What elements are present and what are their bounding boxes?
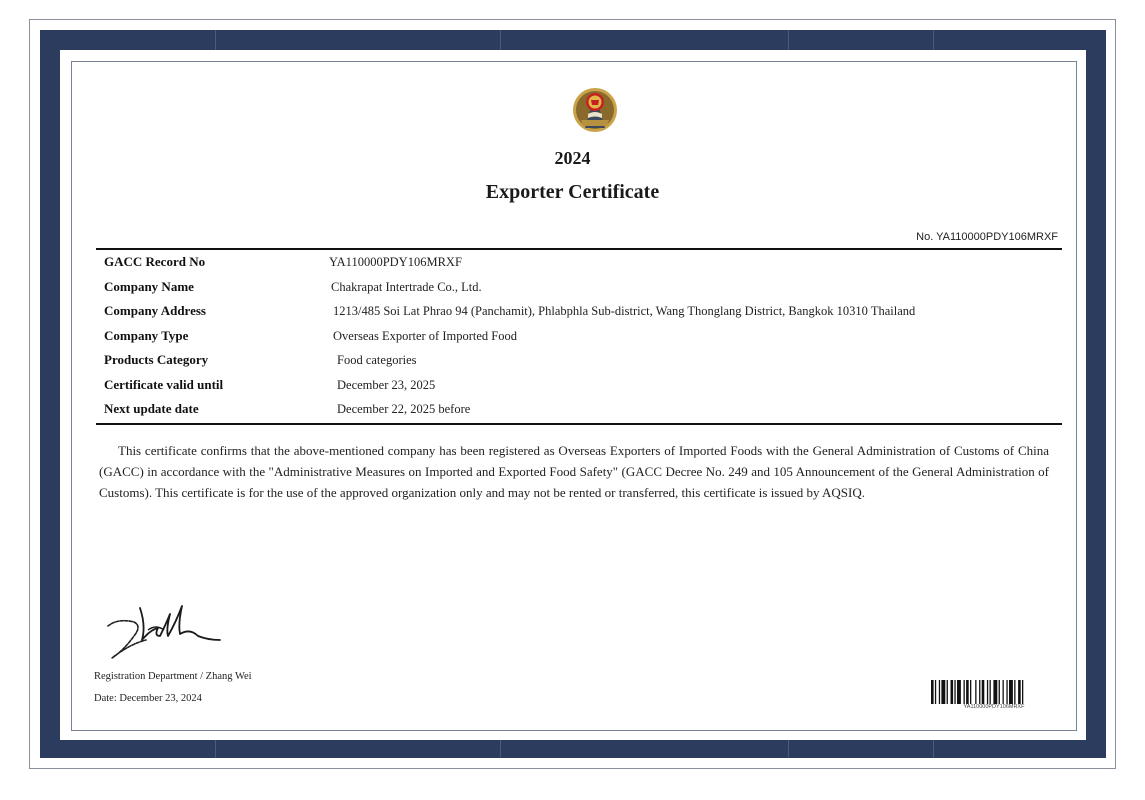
certificate-title: Exporter Certificate xyxy=(485,181,660,203)
field-value-company-name: Chakrapat Intertrade Co., Ltd. xyxy=(331,280,482,294)
field-label-company-name: Company Name xyxy=(104,279,194,294)
field-value-gacc-record-no: YA110000PDY106MRXF xyxy=(329,255,462,269)
certificate-statement: This certificate confirms that the above-mentioned company has been registered as Overseas Exporters of Imported Foods with the General Administration of Customs of China (GACC) in accordance with the "Administrative Measures on Imported and Exported Food Safety" (GACC Decree No. 249 and 105 Announcement of the General Administration of Customs). This certificate is for the use of the approved organization only and may not be rented or transferred, this certificate is issued by AQSIQ. xyxy=(99,443,1049,500)
field-label-next-update-date: Next update date xyxy=(104,401,199,416)
certificate-number: No. YA110000PDY106MRXF xyxy=(916,231,1058,243)
barcode-icon xyxy=(931,680,1057,704)
field-value-company-type: Overseas Exporter of Imported Food xyxy=(333,329,517,343)
signature-mark xyxy=(104,600,224,662)
field-label-gacc-record-no: GACC Record No xyxy=(104,254,206,269)
barcode-text: YA110000PDY106MRXF xyxy=(963,704,1025,710)
field-label-company-type: Company Type xyxy=(104,328,189,343)
field-value-company-address: 1213/485 Soi Lat Phrao 94 (Panchamit), Phlabphla Sub-district, Wang Thonglang District, Bangkok 10310 Thailand xyxy=(333,304,916,318)
customs-emblem-icon xyxy=(571,84,619,134)
field-label-company-address: Company Address xyxy=(104,303,206,318)
field-label-certificate-valid-until: Certificate valid until xyxy=(104,377,224,392)
signatory-line: Registration Department / Zhang Wei xyxy=(94,671,252,682)
table-top-rule xyxy=(96,248,1062,250)
issue-date: Date: December 23, 2024 xyxy=(94,693,202,704)
field-value-certificate-valid-until: December 23, 2025 xyxy=(337,378,436,392)
table-bottom-rule xyxy=(96,423,1062,425)
field-label-products-category: Products Category xyxy=(104,352,209,367)
field-value-next-update-date: December 22, 2025 before xyxy=(337,402,471,416)
field-value-products-category: Food categories xyxy=(337,353,417,367)
certificate-year: 2024 xyxy=(554,148,591,168)
